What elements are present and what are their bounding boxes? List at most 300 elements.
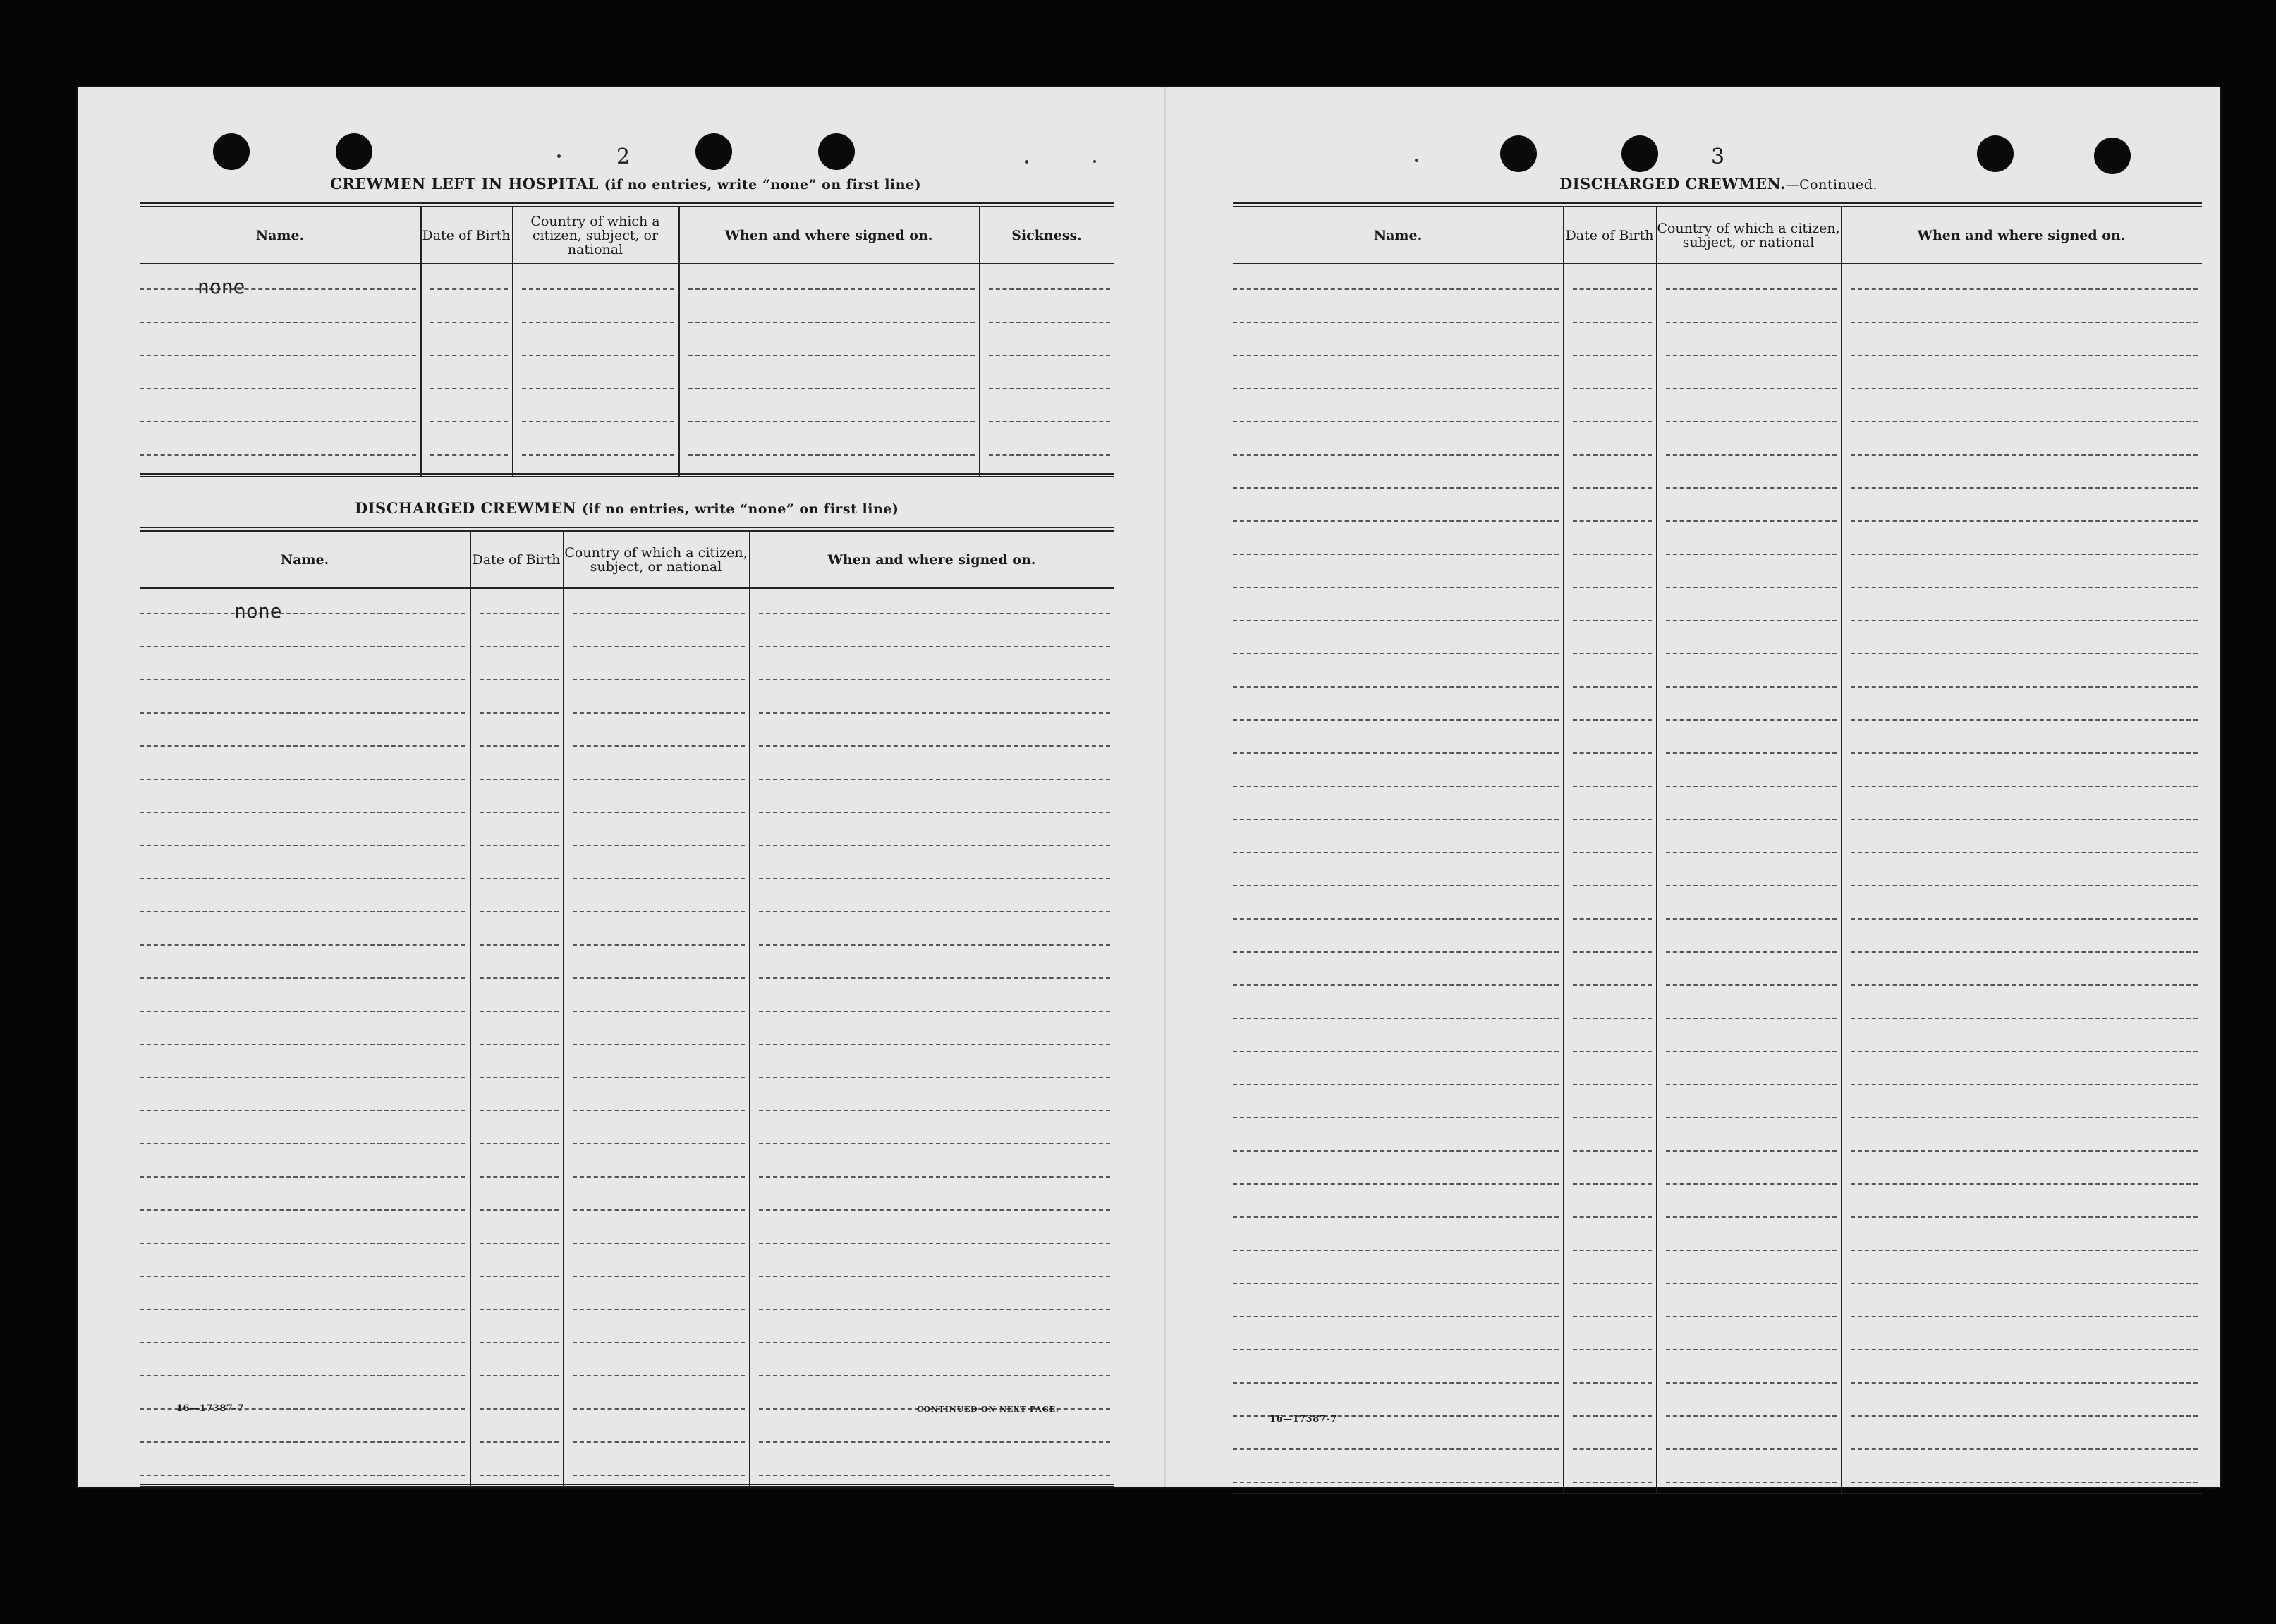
row-dotted-line <box>759 1044 1110 1045</box>
hospital-title-text: CREWMEN LEFT IN HOSPITAL <box>330 175 599 193</box>
row-dotted-line <box>140 421 416 422</box>
row-dotted-line <box>573 1143 745 1144</box>
row-dotted-line <box>1573 752 1652 754</box>
row-dotted-line <box>1573 1051 1652 1052</box>
row-dotted-line <box>1233 1250 1559 1251</box>
row-dotted-line <box>480 1309 559 1310</box>
row-dotted-line <box>430 388 508 389</box>
row-dotted-line <box>1851 421 2198 422</box>
row-dotted-line <box>480 1143 559 1144</box>
row-dotted-line <box>1573 587 1652 588</box>
row-dotted-line <box>1233 421 1559 422</box>
row-dotted-line <box>1851 355 2198 356</box>
row-dotted-line <box>140 454 416 456</box>
row-dotted-line <box>759 1342 1110 1343</box>
row-dotted-line <box>1573 1382 1652 1384</box>
row-dotted-line <box>1233 984 1559 986</box>
punch-hole <box>336 133 372 170</box>
speck <box>1415 159 1418 162</box>
row-dotted-line <box>759 1077 1110 1078</box>
row-dotted-line <box>573 1209 745 1211</box>
row-dotted-line <box>573 646 745 647</box>
row-dotted-line <box>140 1209 465 1211</box>
row-dotted-line <box>573 1309 745 1310</box>
row-dotted-line <box>1851 388 2198 389</box>
row-dotted-line <box>1851 852 2198 853</box>
row-dotted-line <box>759 812 1110 813</box>
punch-hole <box>1500 135 1537 172</box>
row-dotted-line <box>1573 487 1652 489</box>
row-dotted-line <box>759 1375 1110 1376</box>
row-dotted-line <box>140 1309 465 1310</box>
row-dotted-line <box>1233 951 1559 953</box>
row-dotted-line <box>759 646 1110 647</box>
row-dotted-line <box>140 944 465 946</box>
row-dotted-line <box>140 1044 465 1045</box>
row-dotted-line <box>573 1475 745 1476</box>
row-dotted-line <box>573 812 745 813</box>
row-dotted-line <box>573 911 745 912</box>
row-dotted-line <box>759 1176 1110 1178</box>
column-header: Country of which a citizen, subject, or national <box>564 544 748 575</box>
row-dotted-line <box>573 1408 745 1410</box>
row-dotted-line <box>1233 288 1559 290</box>
row-dotted-line <box>140 779 465 780</box>
page-fold <box>1164 87 1166 1487</box>
row-dotted-line <box>759 1110 1110 1111</box>
row-dotted-line <box>1573 786 1652 787</box>
row-dotted-line <box>759 878 1110 879</box>
row-dotted-line <box>1573 819 1652 820</box>
row-dotted-line <box>480 712 559 714</box>
table-bottom-rule <box>1233 1493 2202 1496</box>
row-dotted-line <box>1851 1316 2198 1317</box>
row-dotted-line <box>759 1309 1110 1310</box>
row-dotted-line <box>1573 1283 1652 1284</box>
row-dotted-line <box>1666 918 1837 920</box>
page-number: 3 <box>1711 145 1725 169</box>
row-dotted-line <box>1233 1051 1559 1052</box>
row-dotted-line <box>1233 1482 1559 1483</box>
row-dotted-line <box>759 977 1110 979</box>
row-dotted-line <box>140 1276 465 1277</box>
row-dotted-line <box>1851 918 2198 920</box>
row-dotted-line <box>1233 355 1559 356</box>
row-dotted-line <box>1851 1250 2198 1251</box>
row-dotted-line <box>1666 1349 1837 1350</box>
row-dotted-line <box>480 878 559 879</box>
row-dotted-line <box>1233 1084 1559 1085</box>
header-rule <box>1233 263 2202 264</box>
table-bottom-rule <box>140 1484 1114 1487</box>
row-dotted-line <box>1233 1150 1559 1152</box>
row-dotted-line <box>989 388 1110 389</box>
column-header: Name. <box>255 227 305 243</box>
row-dotted-line <box>759 712 1110 714</box>
row-dotted-line <box>140 977 465 979</box>
row-dotted-line <box>573 1342 745 1343</box>
row-dotted-line <box>140 845 465 846</box>
row-dotted-line <box>1233 388 1559 389</box>
header-rule <box>140 263 1114 264</box>
row-dotted-line <box>522 355 674 356</box>
speck <box>1093 160 1096 163</box>
row-dotted-line <box>1233 520 1559 522</box>
page-number: 2 <box>616 145 631 169</box>
row-dotted-line <box>1233 322 1559 323</box>
row-dotted-line <box>480 1243 559 1244</box>
row-dotted-line <box>1666 1283 1837 1284</box>
discharged-continued-table <box>1233 202 2202 1401</box>
row-dotted-line <box>430 288 508 290</box>
row-dotted-line <box>1851 1183 2198 1185</box>
row-dotted-line <box>480 944 559 946</box>
row-dotted-line <box>1233 554 1559 555</box>
row-dotted-line <box>1851 752 2198 754</box>
punch-hole <box>818 133 855 170</box>
column-header: Country of which a citizen, subject, or national <box>530 213 660 257</box>
row-dotted-line <box>1233 620 1559 621</box>
row-dotted-line <box>759 1475 1110 1476</box>
row-dotted-line <box>1851 1150 2198 1152</box>
table-top-rule <box>140 527 1114 532</box>
row-dotted-line <box>1666 1183 1837 1185</box>
row-dotted-line <box>1851 322 2198 323</box>
row-dotted-line <box>1851 487 2198 489</box>
hospital-table <box>140 202 1114 377</box>
row-dotted-line <box>480 977 559 979</box>
row-dotted-line <box>1666 1216 1837 1218</box>
row-dotted-line <box>1851 520 2198 522</box>
row-dotted-line <box>1233 719 1559 721</box>
row-dotted-line <box>430 355 508 356</box>
right-title-text: DISCHARGED CREWMEN. <box>1559 175 1786 193</box>
row-dotted-line <box>1573 421 1652 422</box>
speck <box>1025 160 1028 164</box>
row-dotted-line <box>1666 487 1837 489</box>
row-dotted-line <box>688 355 975 356</box>
row-dotted-line <box>140 1475 465 1476</box>
row-dotted-line <box>1233 1018 1559 1019</box>
row-dotted-line <box>1573 852 1652 853</box>
column-header: Sickness. <box>1011 227 1082 243</box>
row-dotted-line <box>759 1209 1110 1211</box>
row-dotted-line <box>1233 885 1559 886</box>
row-dotted-line <box>759 613 1110 614</box>
column-divider <box>1656 207 1657 1493</box>
table-top-rule <box>140 202 1114 207</box>
row-dotted-line <box>989 421 1110 422</box>
row-dotted-line <box>759 1441 1110 1443</box>
row-dotted-line <box>1851 1216 2198 1218</box>
row-dotted-line <box>1233 1117 1559 1118</box>
row-dotted-line <box>759 745 1110 747</box>
row-dotted-line <box>1851 951 2198 953</box>
row-dotted-line <box>1573 984 1652 986</box>
row-dotted-line <box>573 745 745 747</box>
column-header: Date of Birth <box>422 227 511 243</box>
row-dotted-line <box>989 454 1110 456</box>
row-dotted-line <box>480 779 559 780</box>
row-dotted-line <box>1851 454 2198 456</box>
row-dotted-line <box>1573 1250 1652 1251</box>
row-dotted-line <box>1851 620 2198 621</box>
row-dotted-line <box>480 911 559 912</box>
row-dotted-line <box>140 1011 465 1012</box>
row-dotted-line <box>1573 288 1652 290</box>
row-dotted-line <box>140 812 465 813</box>
row-dotted-line <box>480 1441 559 1443</box>
row-dotted-line <box>1851 653 2198 654</box>
row-dotted-line <box>480 1276 559 1277</box>
row-dotted-line <box>1233 1448 1559 1450</box>
row-dotted-line <box>573 878 745 879</box>
row-dotted-line <box>1233 752 1559 754</box>
row-dotted-line <box>1666 1250 1837 1251</box>
row-dotted-line <box>480 1209 559 1211</box>
row-dotted-line <box>1233 1349 1559 1350</box>
punch-hole <box>2094 138 2131 174</box>
column-divider <box>563 532 564 1486</box>
discharged-instruction: (if no entries, write “none” on first line) <box>581 501 899 517</box>
row-dotted-line <box>1573 454 1652 456</box>
row-dotted-line <box>1573 1018 1652 1019</box>
row-dotted-line <box>1851 1283 2198 1284</box>
row-dotted-line <box>989 355 1110 356</box>
row-dotted-line <box>989 322 1110 323</box>
row-dotted-line <box>1666 686 1837 688</box>
row-dotted-line <box>1573 1415 1652 1417</box>
row-dotted-line <box>1666 1415 1837 1417</box>
column-header: Country of which a citizen, subject, or national <box>1657 220 1840 250</box>
row-dotted-line <box>1233 918 1559 920</box>
row-dotted-line <box>573 1044 745 1045</box>
row-dotted-line <box>1666 288 1837 290</box>
row-dotted-line <box>1233 1183 1559 1185</box>
row-dotted-line <box>480 812 559 813</box>
row-dotted-line <box>573 1243 745 1244</box>
discharged-table <box>140 527 1114 1401</box>
row-dotted-line <box>140 1441 465 1443</box>
row-dotted-line <box>573 1176 745 1178</box>
row-dotted-line <box>1666 587 1837 588</box>
row-dotted-line <box>1233 819 1559 820</box>
row-dotted-line <box>688 421 975 422</box>
row-dotted-line <box>522 288 674 290</box>
row-dotted-line <box>1851 1051 2198 1052</box>
right-section-title <box>1559 175 1878 193</box>
row-dotted-line <box>573 1276 745 1277</box>
row-dotted-line <box>140 1110 465 1111</box>
row-dotted-line <box>1573 1084 1652 1085</box>
row-dotted-line <box>140 878 465 879</box>
row-dotted-line <box>480 679 559 680</box>
row-dotted-line <box>573 1441 745 1443</box>
row-dotted-line <box>1666 885 1837 886</box>
row-dotted-line <box>1666 819 1837 820</box>
row-dotted-line <box>140 388 416 389</box>
row-dotted-line <box>480 646 559 647</box>
row-dotted-line <box>1573 388 1652 389</box>
row-dotted-line <box>140 613 465 614</box>
row-dotted-line <box>480 1408 559 1410</box>
punch-hole <box>695 133 732 170</box>
row-dotted-line <box>1666 984 1837 986</box>
row-dotted-line <box>480 1011 559 1012</box>
form-number-left: 16—17387-7 <box>176 1403 244 1414</box>
row-dotted-line <box>1666 620 1837 621</box>
form-number-right: 16—17387-7 <box>1270 1414 1337 1424</box>
row-dotted-line <box>140 712 465 714</box>
row-dotted-line <box>1666 1150 1837 1152</box>
row-dotted-line <box>1666 421 1837 422</box>
row-dotted-line <box>1666 1018 1837 1019</box>
row-dotted-line <box>140 1243 465 1244</box>
row-dotted-line <box>759 779 1110 780</box>
row-dotted-line <box>140 288 416 290</box>
punch-hole <box>213 133 250 170</box>
row-dotted-line <box>140 646 465 647</box>
row-dotted-line <box>1233 786 1559 787</box>
row-dotted-line <box>1851 819 2198 820</box>
table-bottom-rule <box>140 473 1114 477</box>
column-divider <box>1841 207 1842 1493</box>
row-dotted-line <box>1666 454 1837 456</box>
column-header: When and where signed on. <box>827 551 1036 568</box>
row-dotted-line <box>140 1077 465 1078</box>
row-dotted-line <box>1851 1448 2198 1450</box>
row-dotted-line <box>480 1475 559 1476</box>
column-divider <box>470 532 471 1486</box>
row-dotted-line <box>1573 951 1652 953</box>
row-dotted-line <box>522 421 674 422</box>
column-header: Name. <box>1373 227 1423 243</box>
row-dotted-line <box>480 1044 559 1045</box>
row-dotted-line <box>430 322 508 323</box>
row-dotted-line <box>1851 719 2198 721</box>
row-dotted-line <box>573 679 745 680</box>
punch-hole <box>1977 135 2014 172</box>
row-dotted-line <box>1573 1482 1652 1483</box>
row-dotted-line <box>688 454 975 456</box>
row-dotted-line <box>1233 587 1559 588</box>
row-dotted-line <box>1573 1448 1652 1450</box>
row-dotted-line <box>1666 1084 1837 1085</box>
row-dotted-line <box>1573 520 1652 522</box>
row-dotted-line <box>1666 1482 1837 1483</box>
row-dotted-line <box>480 1176 559 1178</box>
row-dotted-line <box>573 1011 745 1012</box>
row-dotted-line <box>989 288 1110 290</box>
column-divider <box>1563 207 1564 1493</box>
row-dotted-line <box>430 454 508 456</box>
row-dotted-line <box>1851 1482 2198 1483</box>
row-dotted-line <box>140 911 465 912</box>
row-dotted-line <box>1573 653 1652 654</box>
row-dotted-line <box>1666 1316 1837 1317</box>
discharged-first-entry: none <box>234 599 282 623</box>
column-divider <box>749 532 750 1486</box>
row-dotted-line <box>140 745 465 747</box>
row-dotted-line <box>140 1143 465 1144</box>
row-dotted-line <box>1851 1382 2198 1384</box>
row-dotted-line <box>759 911 1110 912</box>
row-dotted-line <box>1573 1216 1652 1218</box>
row-dotted-line <box>1851 1117 2198 1118</box>
row-dotted-line <box>480 1342 559 1343</box>
row-dotted-line <box>1666 786 1837 787</box>
row-dotted-line <box>1666 1448 1837 1450</box>
row-dotted-line <box>759 845 1110 846</box>
row-dotted-line <box>1233 454 1559 456</box>
row-dotted-line <box>1573 620 1652 621</box>
row-dotted-line <box>140 1375 465 1376</box>
row-dotted-line <box>1851 288 2198 290</box>
row-dotted-line <box>1851 686 2198 688</box>
row-dotted-line <box>573 613 745 614</box>
row-dotted-line <box>140 322 416 323</box>
row-dotted-line <box>1573 719 1652 721</box>
row-dotted-line <box>140 1176 465 1178</box>
continued-note: CONTINUED ON NEXT PAGE. <box>917 1405 1059 1414</box>
row-dotted-line <box>140 679 465 680</box>
row-dotted-line <box>688 322 975 323</box>
column-header: When and where signed on. <box>1917 227 2126 243</box>
row-dotted-line <box>140 355 416 356</box>
row-dotted-line <box>759 679 1110 680</box>
row-dotted-line <box>1573 1117 1652 1118</box>
row-dotted-line <box>759 944 1110 946</box>
row-dotted-line <box>1851 587 2198 588</box>
row-dotted-line <box>1233 852 1559 853</box>
column-header: Name. <box>280 551 329 568</box>
row-dotted-line <box>480 1375 559 1376</box>
row-dotted-line <box>1233 1216 1559 1218</box>
row-dotted-line <box>573 977 745 979</box>
discharged-title-text: DISCHARGED CREWMEN <box>355 499 577 517</box>
row-dotted-line <box>1666 388 1837 389</box>
row-dotted-line <box>573 1077 745 1078</box>
row-dotted-line <box>1851 1415 2198 1417</box>
row-dotted-line <box>1666 752 1837 754</box>
row-dotted-line <box>480 845 559 846</box>
row-dotted-line <box>688 288 975 290</box>
row-dotted-line <box>1573 918 1652 920</box>
row-dotted-line <box>1851 1018 2198 1019</box>
row-dotted-line <box>1573 554 1652 555</box>
column-header: When and where signed on. <box>724 227 933 243</box>
row-dotted-line <box>573 944 745 946</box>
row-dotted-line <box>1666 520 1837 522</box>
row-dotted-line <box>1233 1316 1559 1317</box>
row-dotted-line <box>1666 852 1837 853</box>
table-top-rule <box>1233 202 2202 207</box>
right-title-suffix: —Continued. <box>1785 177 1878 193</box>
row-dotted-line <box>1573 1316 1652 1317</box>
speck <box>557 154 561 158</box>
row-dotted-line <box>1573 1150 1652 1152</box>
row-dotted-line <box>480 1077 559 1078</box>
row-dotted-line <box>1666 1117 1837 1118</box>
row-dotted-line <box>1573 885 1652 886</box>
row-dotted-line <box>1666 719 1837 721</box>
row-dotted-line <box>1666 355 1837 356</box>
row-dotted-line <box>1233 487 1559 489</box>
row-dotted-line <box>1573 355 1652 356</box>
row-dotted-line <box>1666 951 1837 953</box>
row-dotted-line <box>759 1276 1110 1277</box>
row-dotted-line <box>522 454 674 456</box>
